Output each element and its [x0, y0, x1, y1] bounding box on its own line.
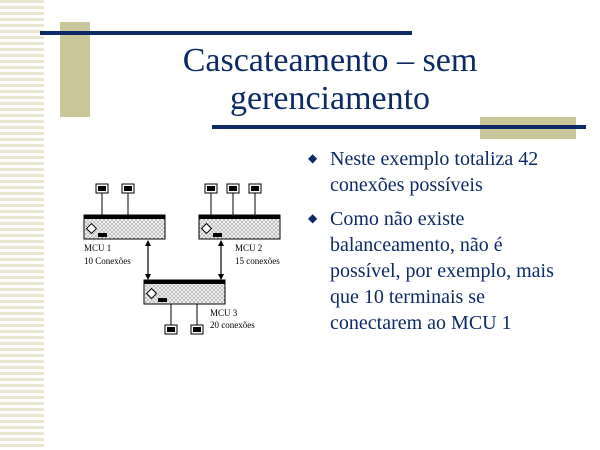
mcu3-device-icon: [144, 280, 225, 304]
navy-line-bottom: [212, 125, 586, 129]
terminal-icon: [191, 304, 203, 334]
left-stripe-decoration: [0, 0, 44, 450]
mcu1-name-label: MCU 1: [84, 243, 112, 253]
terminal-icon: [165, 304, 177, 334]
mcu2-name-label: MCU 2: [235, 243, 263, 253]
diamond-bullet-icon: ◆: [308, 211, 318, 225]
terminal-icon: [227, 184, 239, 215]
title-line-2: gerenciamento: [229, 80, 431, 117]
mcu2-device-icon: [199, 215, 280, 239]
terminal-icon: [249, 184, 261, 215]
terminal-icon: [205, 184, 217, 215]
title-line-1: Cascateamento – sem: [182, 42, 478, 79]
mcu1-connections-label: 10 Conexões: [84, 256, 131, 266]
olive-block-top: [60, 22, 90, 117]
terminal-icon: [122, 184, 134, 215]
mcu3-name-label: MCU 3: [210, 308, 238, 318]
bullet-list: [306, 146, 568, 344]
bullet-item: [306, 206, 568, 336]
diamond-bullet-icon: ◆: [308, 151, 318, 165]
bullet-text: Neste exemplo totaliza 42 conexões possíveis: [330, 148, 539, 196]
bullet-item: [306, 146, 568, 198]
mcu1-device-icon: [84, 215, 165, 239]
navy-line-top: [40, 31, 412, 35]
mcu3-connections-label: 20 conexões: [210, 320, 255, 330]
bullet-text: Como não existe balanceamento, não é possível, por exemplo, mais que 10 terminais se conectarem ao MCU 1: [330, 208, 554, 334]
slide-title: [120, 42, 540, 118]
terminal-icon: [96, 184, 108, 215]
mcu2-connections-label: 15 conexões: [235, 256, 280, 266]
mcu-cascade-diagram: [75, 175, 310, 345]
